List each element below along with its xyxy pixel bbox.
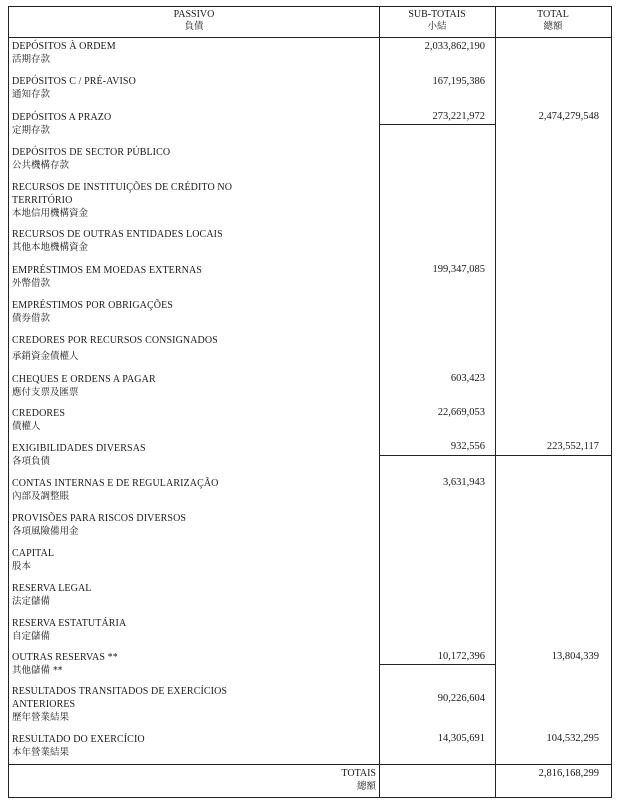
table-row: CHEQUES E ORDENS A PAGAR 應付支票及匯票 — [12, 374, 156, 398]
table-row: OUTRAS RESERVAS ** 其他儲備 ** — [12, 652, 118, 676]
table-row: RESERVA ESTATUTÁRIA 自定儲備 — [12, 618, 127, 642]
totals-label-cell — [9, 764, 379, 798]
table-row: RESERVA LEGAL 法定儲備 — [12, 583, 92, 607]
balance-sheet-table — [8, 6, 612, 798]
column-divider-2 — [495, 7, 496, 797]
subtotal-underline — [379, 455, 611, 456]
subtotal-underline — [379, 664, 495, 665]
table-row: CREDORES 債權人 — [12, 408, 66, 432]
header-subtotais: SUB-TOTAIS 小結 — [408, 9, 466, 32]
total-value: 13,804,339 — [551, 651, 599, 662]
table-row: EMPRÉSTIMOS POR OBRIGAÇÕES 債券借款 — [12, 300, 173, 324]
total-value: 223,552,117 — [546, 441, 599, 452]
subtotal-value: 90,226,604 — [437, 693, 485, 704]
total-value: 104,532,295 — [546, 733, 599, 744]
table-row: CAPITAL 股本 — [12, 548, 55, 572]
table-row: CREDORES POR RECURSOS CONSIGNADOS 承銷資金債權人 — [12, 335, 218, 362]
subtotal-value: 14,305,691 — [437, 733, 485, 744]
totals-label: TOTAIS 總額 — [341, 768, 376, 792]
subtotal-value: 3,631,943 — [443, 477, 485, 488]
table-row: DEPÓSITOS À ORDEM 活期存款 — [12, 41, 116, 65]
table-row: RESULTADOS TRANSITADOS DE EXERCÍCIOS ANTERIORES 歷年營業結果 — [12, 686, 228, 723]
subtotal-value: 10,172,396 — [437, 651, 485, 662]
subtotal-value: 273,221,972 — [432, 111, 485, 122]
header-total: TOTAL 總額 — [537, 9, 569, 32]
subtotal-value: 932,556 — [450, 441, 485, 452]
total-value: 2,474,279,548 — [538, 111, 599, 122]
table-row: EXIGIBILIDADES DIVERSAS 各項負債 — [12, 443, 146, 467]
subtotal-value: 2,033,862,190 — [424, 41, 485, 52]
column-divider-1 — [379, 7, 380, 797]
table-row: RESULTADO DO EXERCÍCIO 本年營業結果 — [12, 734, 145, 758]
table-row: DEPÓSITOS DE SECTOR PÚBLICO 公共機構存款 — [12, 147, 171, 171]
subtotal-value: 22,669,053 — [437, 407, 485, 418]
table-row: EMPRÉSTIMOS EM MOEDAS EXTERNAS 外幣借款 — [12, 265, 202, 289]
table-row: DEPÓSITOS A PRAZO 定期存款 — [12, 112, 112, 136]
table-row: PROVISÕES PARA RISCOS DIVERSOS 各項風險備用金 — [12, 513, 187, 537]
subtotal-value: 199,347,085 — [432, 264, 485, 275]
subtotal-value: 167,195,386 — [432, 76, 485, 87]
table-row: RECURSOS DE INSTITUIÇÕES DE CRÉDITO NO TERRITÓRIO 本地信用機構資金 — [12, 182, 233, 219]
header-passivo: PASSIVO 負債 — [173, 9, 215, 32]
table-row: RECURSOS DE OUTRAS ENTIDADES LOCAIS 其他本地機構資金 — [12, 229, 223, 253]
table-row: DEPÓSITOS C / PRÉ-AVISO 通知存款 — [12, 76, 136, 100]
table-row: CONTAS INTERNAS E DE REGULARIZAÇÃO 內部及調整賬 — [12, 478, 219, 502]
grand-total-value: 2,816,168,299 — [538, 768, 599, 779]
subtotal-underline — [379, 124, 495, 125]
header-divider — [9, 37, 611, 38]
subtotal-value: 603,423 — [450, 373, 485, 384]
